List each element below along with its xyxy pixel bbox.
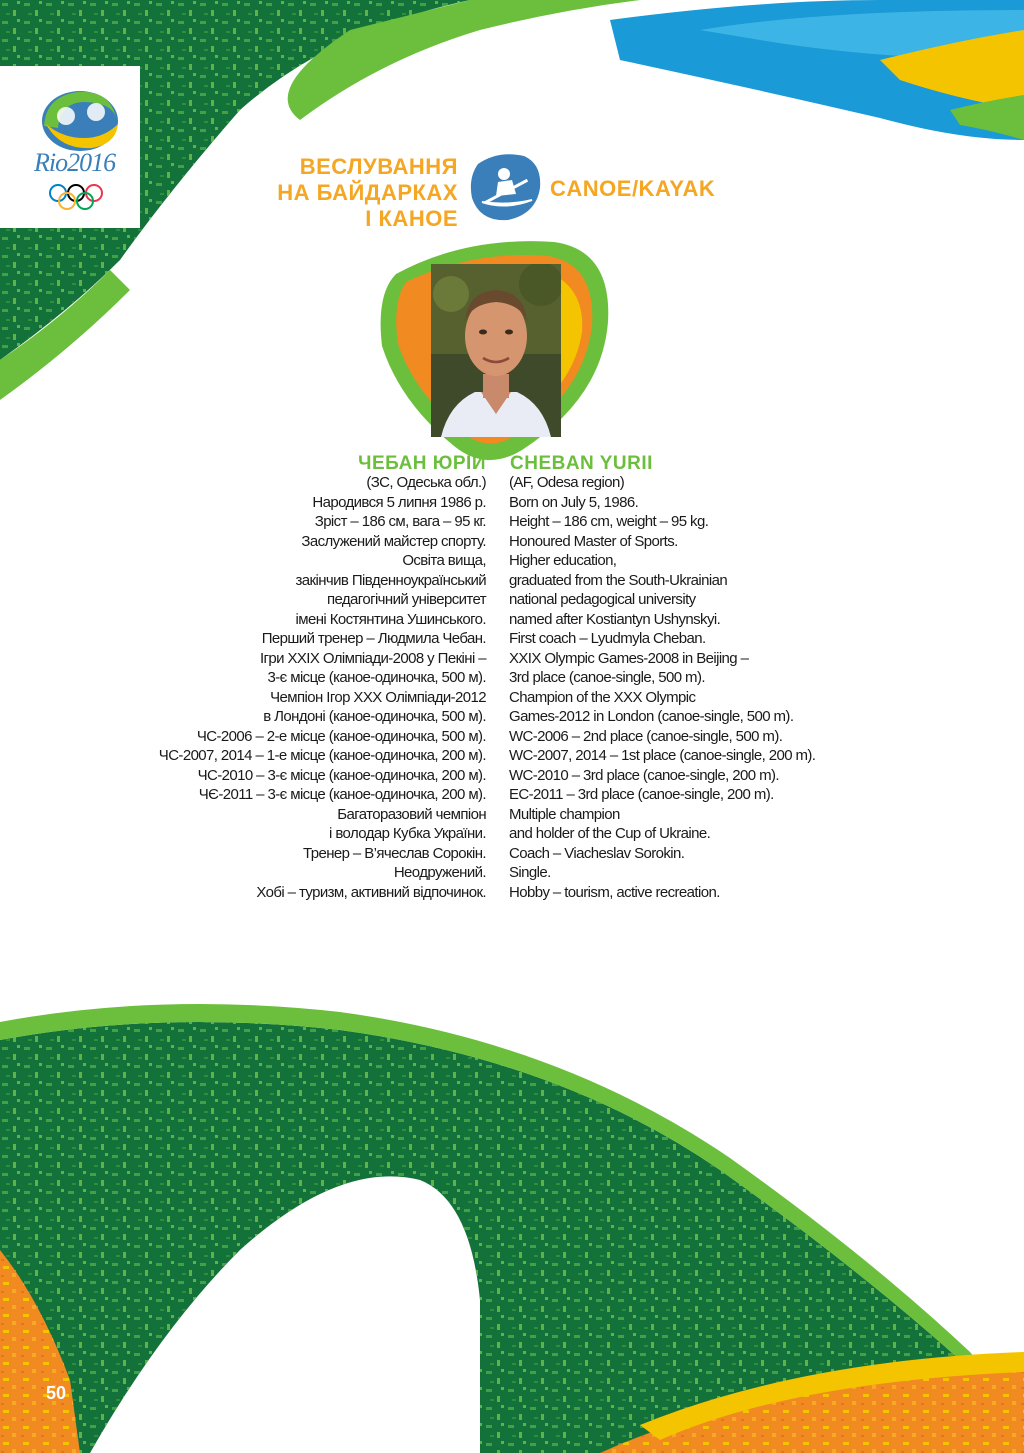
bio-line: Неодружений. — [393, 864, 486, 881]
bio-line: Чемпіон Ігор XXX Олімпіади-2012 — [270, 688, 486, 706]
bio-line: Ігри XXIX Олімпіади-2008 у Пекіні – — [259, 649, 486, 667]
bio-line: graduated from the South-Ukrainian — [509, 571, 728, 589]
bio-line: Champion of the XXX Olympic — [509, 688, 696, 706]
athlete-portrait — [431, 264, 561, 437]
rio2016-logo — [0, 66, 140, 228]
bio-line: WC-2006 – 2nd place (canoe-single, 500 m). — [509, 727, 783, 745]
bio-line: WC-2007, 2014 – 1st place (canoe-single, 200 m). — [509, 747, 816, 764]
rio2016-logo-text: Rio2016 — [34, 148, 116, 177]
bio-line: Заслужений майстер спорту. — [301, 532, 486, 550]
bio-line: Народився 5 липня 1986 р. — [312, 493, 486, 511]
bio-line: national pedagogical university — [509, 591, 696, 608]
bio-line: закінчив Південноукраїнський — [295, 571, 486, 589]
bio-line: ЧС-2006 – 2-е місце (каное-одиночка, 500 м). — [196, 727, 486, 745]
bio-line: Зріст – 186 см, вага – 95 кг. — [314, 513, 486, 530]
bio-line: Higher education, — [509, 552, 617, 569]
sport-title-uk-line: І КАНОЕ — [365, 206, 458, 231]
bio-line: ЧС-2010 – 3-є місце (каное-одиночка, 200 м). — [197, 766, 486, 784]
bio-line: (AF, Odesa region) — [509, 474, 625, 491]
bio-line: Багаторазовий чемпіон — [337, 805, 486, 823]
bio-line: Освіта вища, — [402, 552, 486, 569]
bio-line: WC-2010 – 3rd place (canoe-single, 200 m). — [509, 766, 779, 784]
bio-line: 3-є місце (каное-одиночка, 500 м). — [267, 669, 486, 686]
bio-line: Honoured Master of Sports. — [509, 532, 678, 550]
bio-line: Перший тренер – Людмила Чебан. — [261, 630, 486, 647]
athlete-bio-english — [509, 473, 815, 902]
bio-line: ЧС-2007, 2014 – 1-е місце (каное-одиночка, 200 м). — [158, 747, 486, 764]
canoe-pictogram-icon — [468, 150, 542, 222]
bio-line: Hobby – tourism, active recreation. — [509, 883, 720, 901]
bio-line: Multiple champion — [509, 805, 620, 823]
bio-line: Coach – Viacheslav Sorokin. — [509, 844, 685, 862]
bio-line: і володар Кубка України. — [329, 825, 486, 842]
bio-line: named after Kostiantyn Ushynskyi. — [509, 610, 721, 628]
bio-line: Тренер – В’ячеслав Сорокін. — [302, 844, 486, 862]
athlete-name-ukrainian: ЧЕБАН ЮРІЙ — [358, 453, 486, 474]
sport-title-ukrainian — [250, 154, 458, 232]
bio-line: and holder of the Cup of Ukraine. — [509, 825, 711, 842]
sport-title-english: CANOE/KAYAK — [550, 176, 716, 201]
bio-line: педагогічний університет — [326, 591, 486, 608]
bio-line: Games-2012 in London (canoe-single, 500 m). — [509, 708, 794, 725]
bio-line: імені Костянтина Ушинського. — [295, 610, 486, 628]
bio-line: XXIX Olympic Games-2008 in Beijing – — [509, 649, 749, 667]
bio-line: Хобі – туризм, активний відпочинок. — [256, 883, 486, 901]
bio-line: 3rd place (canoe-single, 500 m). — [509, 669, 705, 686]
athlete-bio-ukrainian — [159, 473, 486, 902]
bio-line: Height – 186 cm, weight – 95 kg. — [509, 513, 709, 530]
bio-line: EC-2011 – 3rd place (canoe-single, 200 m). — [509, 786, 774, 803]
bio-line: ЧЄ-2011 – 3-є місце (каное-одиночка, 200 м). — [198, 786, 486, 803]
bio-line: First coach – Lyudmyla Cheban. — [509, 630, 706, 647]
bio-line: (ЗС, Одеська обл.) — [366, 474, 486, 491]
bio-line: Born on July 5, 1986. — [509, 493, 639, 511]
sport-title-uk-line: ВЕСЛУВАННЯ — [299, 154, 458, 179]
bio-line: в Лондоні (каное-одиночка, 500 м). — [263, 708, 486, 725]
bio-line: Single. — [509, 864, 551, 881]
page-number: 50 — [46, 1383, 67, 1403]
athlete-name-english: CHEBAN YURII — [510, 453, 653, 474]
sport-title-uk-line: НА БАЙДАРКАХ — [277, 180, 458, 205]
